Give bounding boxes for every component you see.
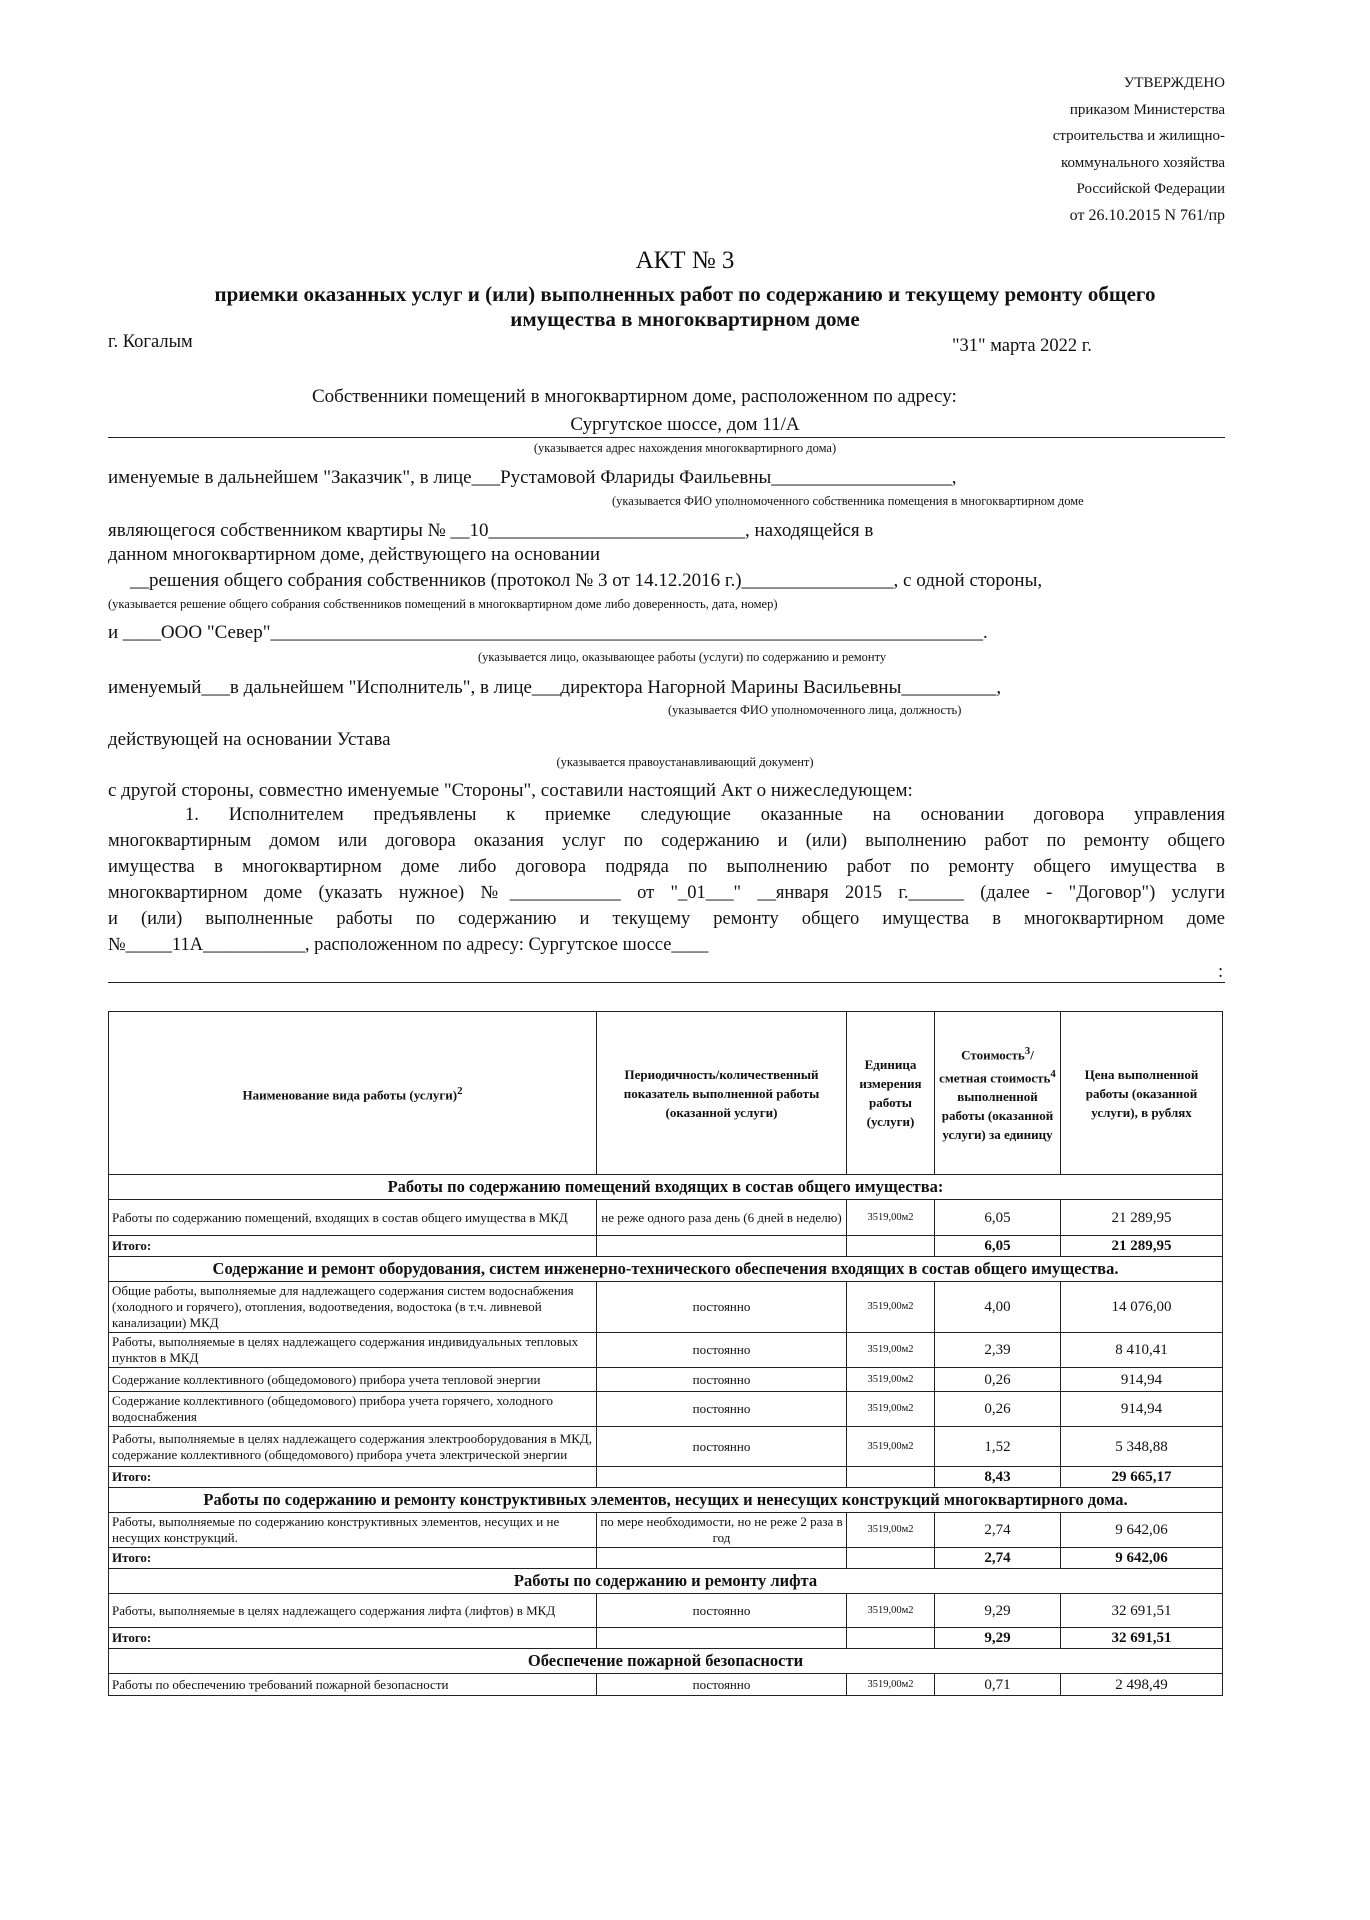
work-price: 21 289,95 xyxy=(1061,1200,1223,1236)
act-title: АКТ № 3 xyxy=(635,247,735,274)
work-price: 14 076,00 xyxy=(1061,1282,1223,1333)
table-row xyxy=(109,1427,1223,1467)
table-row xyxy=(109,1674,1223,1696)
work-price: 914,94 xyxy=(1061,1392,1223,1427)
total-empty xyxy=(847,1236,935,1257)
work-price: 9 642,06 xyxy=(1061,1513,1223,1548)
work-price: 5 348,88 xyxy=(1061,1427,1223,1467)
customer-line: именуемые в дальнейшем "Заказчик", в лице___Рустамовой Флариды Фаильевны___________________, xyxy=(108,467,957,488)
total-empty xyxy=(847,1548,935,1569)
total-row xyxy=(109,1467,1223,1488)
work-cost: 1,52 xyxy=(935,1427,1061,1467)
caption: (указывается ФИО уполномоченного лица, должность) xyxy=(668,703,962,717)
total-empty xyxy=(847,1467,935,1488)
work-cost: 2,39 xyxy=(935,1333,1061,1368)
table-row xyxy=(109,1333,1223,1368)
work-name: Работы, выполняемые в целях надлежащего содержания индивидуальных тепловых пунктов в МКД xyxy=(109,1333,597,1368)
work-unit: 3519,00м2 xyxy=(847,1392,935,1427)
table-row xyxy=(109,1594,1223,1628)
section-title: Работы по содержанию и ремонту конструктивных элементов, несущих и ненесущих конструкций многоквартирного дома. xyxy=(109,1488,1223,1513)
work-name: Работы, выполняемые по содержанию конструктивных элементов, несущих и не несущих конструкций. xyxy=(109,1513,597,1548)
work-unit: 3519,00м2 xyxy=(847,1200,935,1236)
work-cost: 6,05 xyxy=(935,1200,1061,1236)
col-header-name: Наименование вида работы (услуги)$^2$ xyxy=(109,1012,597,1175)
approval-line: приказом Министерства xyxy=(1069,101,1225,118)
works-table-body xyxy=(109,1175,1223,1696)
work-unit: 3519,00м2 xyxy=(847,1282,935,1333)
contractor-line: и ____ООО "Север"___________________________________________________________________________. xyxy=(108,622,988,643)
approval-line: коммунального хозяйства xyxy=(1061,154,1225,171)
work-period: постоянно xyxy=(597,1427,847,1467)
work-unit: 3519,00м2 xyxy=(847,1513,935,1548)
total-price: 32 691,51 xyxy=(1061,1628,1223,1649)
work-cost: 0,71 xyxy=(935,1674,1061,1696)
building-address: Сургутское шоссе, дом 11/А xyxy=(570,414,800,435)
work-period: постоянно xyxy=(597,1333,847,1368)
clause-line: многоквартирном доме (указать нужное) №____________ от "_01___" __января 2015 г.______ (далее - "Договор") услуги xyxy=(108,883,1225,903)
total-label: Итого: xyxy=(109,1548,597,1569)
work-name: Содержание коллективного (общедомового) прибора учета тепловой энергии xyxy=(109,1368,597,1392)
works-table xyxy=(108,1011,1223,1696)
together-line: с другой стороны, совместно именуемые "Стороны", составили настоящий Акт о нижеследующем: xyxy=(108,780,913,801)
total-label: Итого: xyxy=(109,1236,597,1257)
total-empty xyxy=(597,1548,847,1569)
col-header-cost: Стоимость$^3$/сметная стоимость$^4$ выполненной работы (оказанной услуги) за единицу xyxy=(935,1012,1061,1175)
work-cost: 2,74 xyxy=(935,1513,1061,1548)
work-unit: 3519,00м2 xyxy=(847,1427,935,1467)
work-period: постоянно xyxy=(597,1594,847,1628)
total-empty xyxy=(597,1467,847,1488)
caption: (указывается лицо, оказывающее работы (услуги) по содержанию и ремонту xyxy=(478,650,887,664)
total-label: Итого: xyxy=(109,1628,597,1649)
total-cost: 8,43 xyxy=(935,1467,1061,1488)
section-title: Работы по содержанию и ремонту лифта xyxy=(109,1569,1223,1594)
clause-line: 1. Исполнителем предъявлены к приемке следующие оказанные на основании договора управления xyxy=(185,805,1225,825)
work-cost: 0,26 xyxy=(935,1392,1061,1427)
building-line: данном многоквартирном доме, действующего на основании xyxy=(108,544,601,565)
work-price: 914,94 xyxy=(1061,1368,1223,1392)
clause-colon: : xyxy=(1218,962,1224,982)
acting-line: действующей на основании Устава xyxy=(108,729,391,750)
total-empty xyxy=(847,1628,935,1649)
approval-line: УТВЕРЖДЕНО xyxy=(1123,75,1225,91)
approval-line: от 26.10.2015 N 761/пр xyxy=(1069,206,1225,224)
caption: (указывается адрес нахождения многоквартирного дома) xyxy=(533,441,837,455)
total-price: 29 665,17 xyxy=(1061,1467,1223,1488)
approval-line: Российской Федерации xyxy=(1076,181,1225,197)
section-header-row xyxy=(109,1649,1223,1674)
work-period: постоянно xyxy=(597,1392,847,1427)
act-date: "31" марта 2022 г. xyxy=(952,336,1092,356)
table-row xyxy=(109,1282,1223,1333)
col-header-unit: Единица измерения работы (услуги) xyxy=(847,1012,935,1175)
section-header-row xyxy=(109,1488,1223,1513)
section-title: Обеспечение пожарной безопасности xyxy=(109,1649,1223,1674)
total-empty xyxy=(597,1236,847,1257)
clause-line: имущества в многоквартирном доме либо договора подряда по выполнению работ по ремонту общего имущества в xyxy=(108,857,1225,877)
divider xyxy=(108,437,1225,438)
work-name: Содержание коллективного (общедомового) прибора учета горячего, холодного водоснабжения xyxy=(109,1392,597,1427)
work-cost: 4,00 xyxy=(935,1282,1061,1333)
total-cost: 9,29 xyxy=(935,1628,1061,1649)
work-unit: 3519,00м2 xyxy=(847,1674,935,1696)
table-row xyxy=(109,1200,1223,1236)
work-name: Работы, выполняемые в целях надлежащего содержания электрооборудования в МКД, содержание коллективного (общедомового) прибора учета электрической энергии xyxy=(109,1427,597,1467)
owners-intro: Собственники помещений в многоквартирном доме, расположенном по адресу: xyxy=(312,386,957,407)
work-unit: 3519,00м2 xyxy=(847,1368,935,1392)
basis-line: __решения общего собрания собственников (протокол № 3 от 14.12.2016 г.)________________, с одной стороны, xyxy=(130,570,1043,591)
section-title: Работы по содержанию помещений входящих в состав общего имущества: xyxy=(109,1175,1223,1200)
work-cost: 0,26 xyxy=(935,1368,1061,1392)
work-period: постоянно xyxy=(597,1282,847,1333)
table-header-row xyxy=(109,1012,1223,1175)
act-subtitle: имущества в многоквартирном доме xyxy=(510,307,860,331)
total-price: 9 642,06 xyxy=(1061,1548,1223,1569)
section-header-row xyxy=(109,1175,1223,1200)
approval-line: строительства и жилищно- xyxy=(1052,128,1225,144)
city: г. Когалым xyxy=(108,332,193,352)
work-unit: 3519,00м2 xyxy=(847,1594,935,1628)
total-empty xyxy=(597,1628,847,1649)
clause-line: и (или) выполненные работы по содержанию и текущему ремонту общего имущества в многоквартирном доме xyxy=(108,909,1225,929)
clause-line: №_____11А___________, расположенном по адресу: Сургутское шоссе____ xyxy=(108,935,709,955)
divider xyxy=(108,982,1225,983)
table-row xyxy=(109,1392,1223,1427)
caption: (указывается правоустанавливающий документ) xyxy=(556,755,814,769)
work-price: 2 498,49 xyxy=(1061,1674,1223,1696)
total-row xyxy=(109,1628,1223,1649)
work-cost: 9,29 xyxy=(935,1594,1061,1628)
total-row xyxy=(109,1548,1223,1569)
work-period: по мере необходимости, но не реже 2 раза в год xyxy=(597,1513,847,1548)
total-row xyxy=(109,1236,1223,1257)
total-label: Итого: xyxy=(109,1467,597,1488)
work-period: постоянно xyxy=(597,1674,847,1696)
work-price: 32 691,51 xyxy=(1061,1594,1223,1628)
section-title: Содержание и ремонт оборудования, систем инженерно-технического обеспечения входящих в состав общего имущества. xyxy=(109,1257,1223,1282)
col-header-price: Цена выполненной работы (оказанной услуги), в рублях xyxy=(1061,1012,1223,1175)
table-row xyxy=(109,1368,1223,1392)
clause-line: многоквартирным домом или договора оказания услуг по содержанию и (или) выполнению работ по ремонту общего xyxy=(108,831,1225,851)
work-price: 8 410,41 xyxy=(1061,1333,1223,1368)
section-header-row xyxy=(109,1257,1223,1282)
work-name: Работы, выполняемые в целях надлежащего содержания лифта (лифтов) в МКД xyxy=(109,1594,597,1628)
total-price: 21 289,95 xyxy=(1061,1236,1223,1257)
apartment-line: являющегося собственником квартиры № __10___________________________, находящейся в xyxy=(108,520,874,541)
total-cost: 2,74 xyxy=(935,1548,1061,1569)
work-name: Работы по обеспечению требований пожарной безопасности xyxy=(109,1674,597,1696)
work-name: Общие работы, выполняемые для надлежащего содержания систем водоснабжения (холодного и горячего), отопления, водоотведения, водостока (в т.ч. ливневой канализации) МКД xyxy=(109,1282,597,1333)
work-unit: 3519,00м2 xyxy=(847,1333,935,1368)
executor-line: именуемый___в дальнейшем "Исполнитель", в лице___директора Нагорной Марины Васильевны__________, xyxy=(108,677,1002,698)
caption: (указывается решение общего собрания собственников помещений в многоквартирном доме либо доверенность, дата, номер) xyxy=(108,597,778,611)
work-name: Работы по содержанию помещений, входящих в состав общего имущества в МКД xyxy=(109,1200,597,1236)
total-cost: 6,05 xyxy=(935,1236,1061,1257)
section-header-row xyxy=(109,1569,1223,1594)
work-period: постоянно xyxy=(597,1368,847,1392)
work-period: не реже одного раза день (6 дней в неделю) xyxy=(597,1200,847,1236)
approval-stamp xyxy=(895,70,1225,229)
table-row xyxy=(109,1513,1223,1548)
act-subtitle: приемки оказанных услуг и (или) выполненных работ по содержанию и текущему ремонту общего xyxy=(214,282,1156,306)
caption: (указывается ФИО уполномоченного собственника помещения в многоквартирном доме xyxy=(612,494,1084,508)
col-header-period: Периодичность/количественный показатель выполненной работы (оказанной услуги) xyxy=(597,1012,847,1175)
